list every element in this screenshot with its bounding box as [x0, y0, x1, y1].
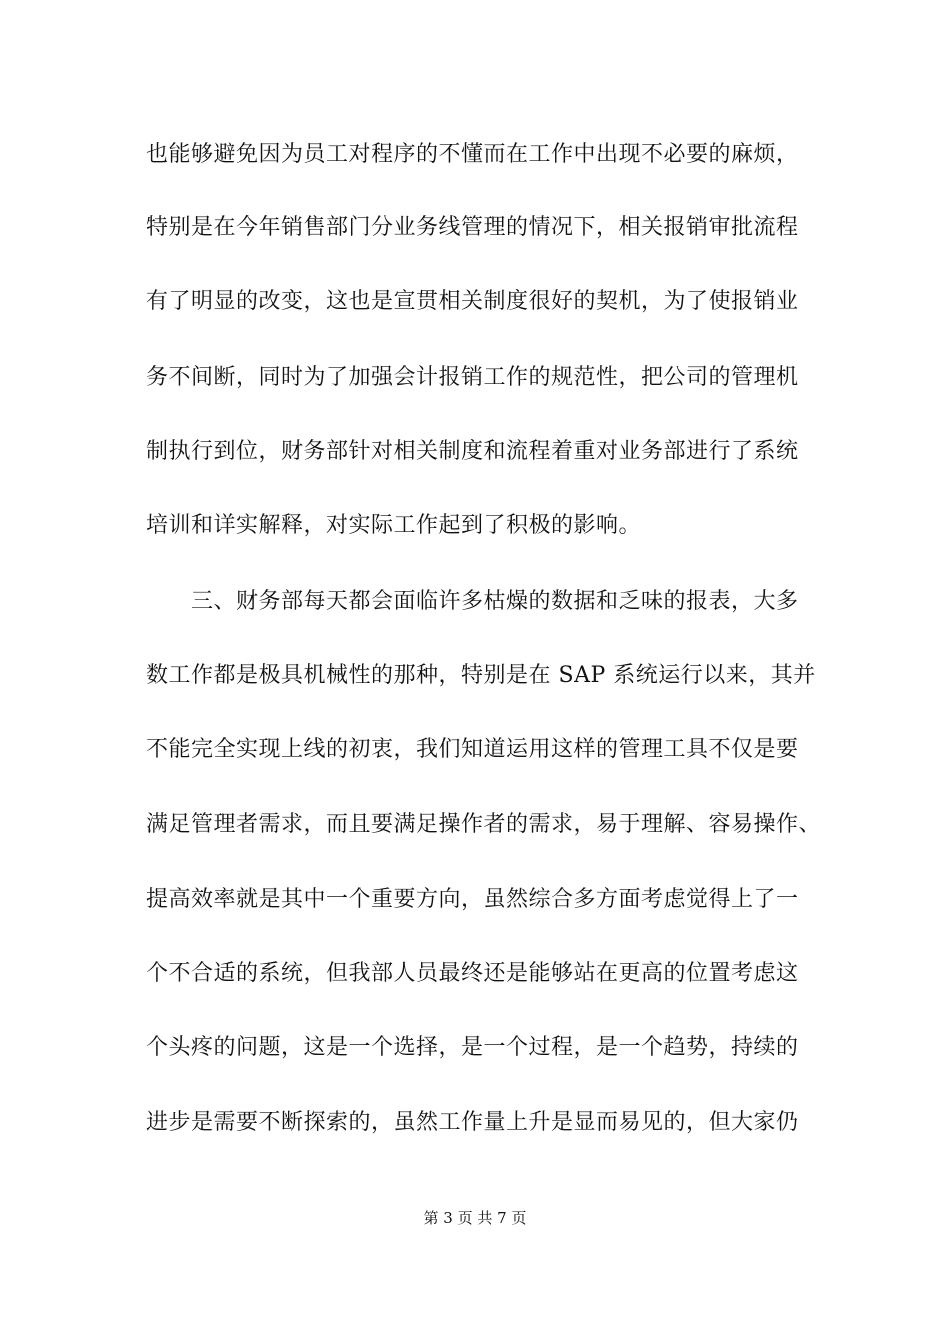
text-line: 特别是在今年销售部门分业务线管理的情况下，相关报销审批流程 [146, 215, 799, 240]
text-line: 提高效率就是其中一个重要方向，虽然综合多方面考虑觉得上了一 [146, 887, 799, 912]
text-line: 个不合适的系统，但我部人员最终还是能够站在更高的位置考虑这 [146, 961, 799, 986]
text-line: 满足管理者需求，而且要满足操作者的需求，易于理解、容易操作、 [146, 812, 822, 837]
text-line: 进步是需要不断探索的，虽然工作量上升是显而易见的，但大家仍 [146, 1110, 799, 1135]
text-line: 数工作都是极具机械性的那种，特别是在 SAP 系统运行以来，其并 [146, 663, 816, 688]
text-line: 培训和详实解释，对实际工作起到了积极的影响。 [146, 513, 642, 538]
text-line: 不能完全实现上线的初衷，我们知道运用这样的管理工具不仅是要 [146, 737, 799, 762]
text-line: 个头疼的问题，这是一个选择，是一个过程，是一个趋势，持续的 [146, 1035, 799, 1060]
text-line: 务不间断，同时为了加强会计报销工作的规范性，把公司的管理机 [146, 365, 799, 390]
text-line: 有了明显的改变，这也是宣贯相关制度很好的契机，为了使报销业 [146, 289, 799, 314]
page-number-footer: 第 3 页 共 7 页 [423, 1209, 527, 1227]
paragraph-start-line: 三、财务部每天都会面临许多枯燥的数据和乏味的报表，大多 [146, 589, 799, 614]
text-line: 也能够避免因为员工对程序的不懂而在工作中出现不必要的麻烦， [146, 142, 799, 167]
text-line: 制执行到位，财务部针对相关制度和流程着重对业务部进行了系统 [146, 439, 799, 464]
